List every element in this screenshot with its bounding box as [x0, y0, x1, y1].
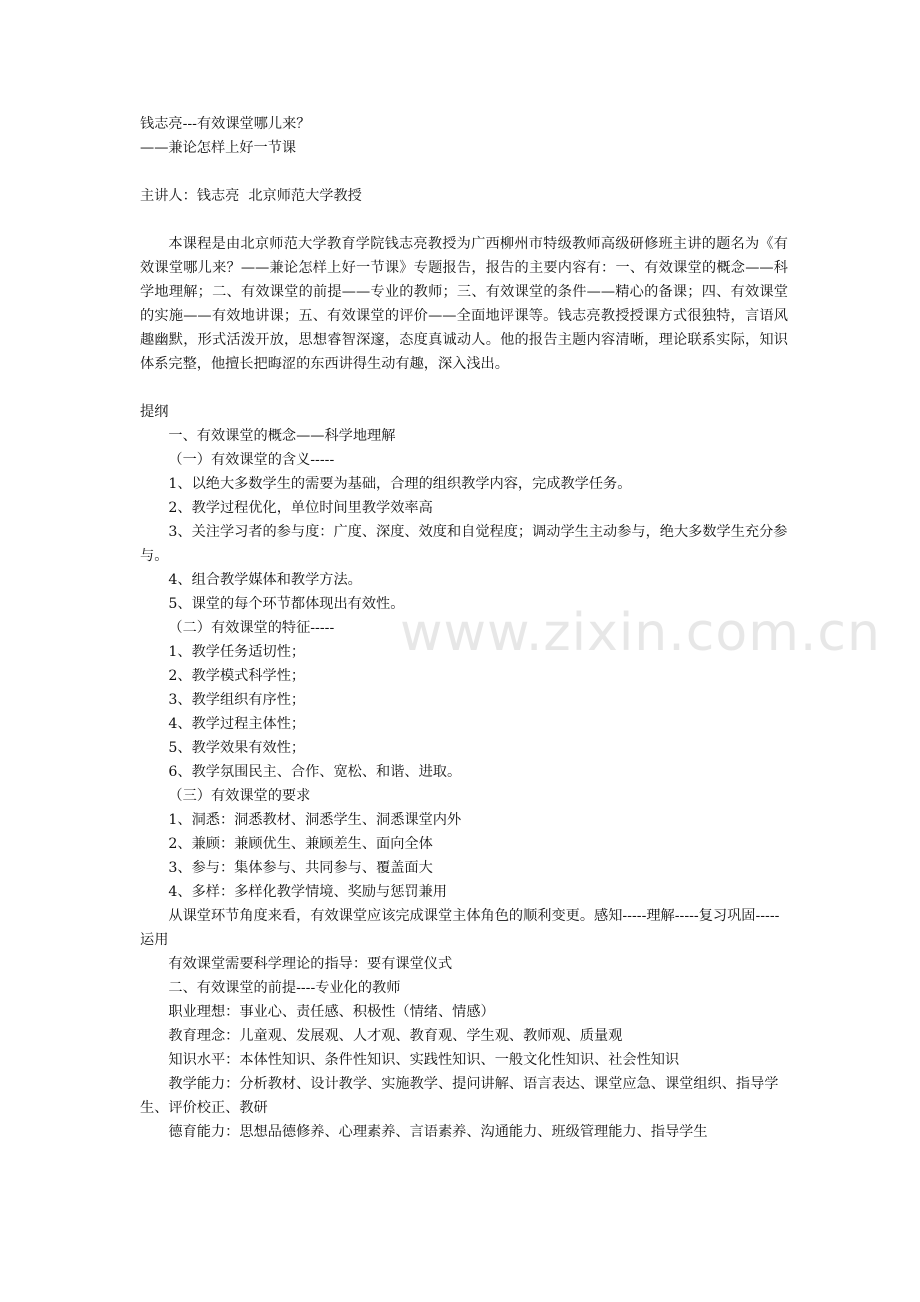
outline-line: 4、组合教学媒体和教学方法。	[168, 572, 362, 588]
watermark-text: www.zixin.com.cn	[400, 603, 881, 663]
outline-line: 职业理想：事业心、责任感、积极性（情绪、情感）	[168, 1004, 495, 1020]
spacer	[140, 376, 788, 400]
outline-line: 5、课堂的每个环节都体现出有效性。	[168, 596, 405, 612]
outline-line: 从课堂环节角度来看，有效课堂应该完成课堂主体角色的顺利变更。感知-----理解-----复习巩固-----运用	[140, 908, 780, 948]
outline-line: （一）有效课堂的含义-----	[168, 452, 335, 468]
outline-line: 1、洞悉：洞悉教材、洞悉学生、洞悉课堂内外	[168, 812, 462, 828]
outline-line: 2、教学模式科学性；	[168, 668, 306, 684]
outline-line: 教育理念：儿童观、发展观、人才观、教育观、学生观、教师观、质量观	[168, 1028, 623, 1044]
outline-line: 3、参与：集体参与、共同参与、覆盖面大	[168, 860, 433, 876]
outline-line: 4、教学过程主体性；	[168, 716, 306, 732]
outline-line: 德育能力：思想品德修养、心理素养、言语素养、沟通能力、班级管理能力、指导学生	[168, 1124, 708, 1140]
document-title: 钱志亮---有效课堂哪儿来？	[140, 116, 311, 132]
speaker-line: 主讲人：钱志亮 北京师范大学教授	[140, 188, 362, 204]
outline-heading: 提纲	[140, 404, 169, 420]
outline-line: 4、多样：多样化教学情境、奖励与惩罚兼用	[168, 884, 447, 900]
spacer	[140, 160, 788, 184]
outline-line: 3、教学组织有序性；	[168, 692, 306, 708]
outline-line: 一、有效课堂的概念——科学地理解	[168, 428, 396, 444]
outline-line: 教学能力：分析教材、设计教学、实施教学、提问讲解、语言表达、课堂应急、课堂组织、指导学生、评价校正、教研	[140, 1076, 779, 1116]
document-page	[140, 112, 788, 1144]
outline-line: （二）有效课堂的特征-----	[168, 620, 335, 636]
outline-line: 2、教学过程优化，单位时间里教学效率高	[168, 500, 433, 516]
outline-line: 1、教学任务适切性；	[168, 644, 306, 660]
spacer	[140, 208, 788, 232]
outline-line: 1、以绝大多数学生的需要为基础，合理的组织教学内容，完成教学任务。	[168, 476, 632, 492]
outline-line: 5、教学效果有效性；	[168, 740, 306, 756]
outline-line: 知识水平：本体性知识、条件性知识、实践性知识、一般文化性知识、社会性知识	[168, 1052, 680, 1068]
outline-line: 有效课堂需要科学理论的指导：要有课堂仪式	[168, 956, 453, 972]
outline-line: 6、教学氛围民主、合作、宽松、和谐、进取。	[168, 764, 462, 780]
outline-line: 二、有效课堂的前提----专业化的教师	[168, 980, 401, 996]
intro-paragraph: 本课程是由北京师范大学教育学院钱志亮教授为广西柳州市特级教师高级研修班主讲的题名为《有效课堂哪儿来？——兼论怎样上好一节课》专题报告，报告的主要内容有：一、有效课堂的概念——科学地理解；二、有效课堂的前提——专业的教师；三、有效课堂的条件——精心的备课；四、有效课堂的实施——有效地讲课；五、有效课堂的评价——全面地评课等。钱志亮教授授课方式很独特，言语风趣幽默，形式活泼开放，思想睿智深邃，态度真诚动人。他的报告主题内容清晰，理论联系实际，知识体系完整，他擅长把晦涩的东西讲得生动有趣，深入浅出。	[140, 236, 788, 372]
document-subtitle: ——兼论怎样上好一节课	[140, 140, 297, 156]
outline-line: 3、关注学习者的参与度：广度、深度、效度和自觉程度；调动学生主动参与，绝大多数学生充分参与。	[140, 524, 788, 564]
outline-line: 2、兼顾：兼顾优生、兼顾差生、面向全体	[168, 836, 433, 852]
outline-list	[140, 424, 788, 1144]
outline-line: （三）有效课堂的要求	[168, 788, 311, 804]
